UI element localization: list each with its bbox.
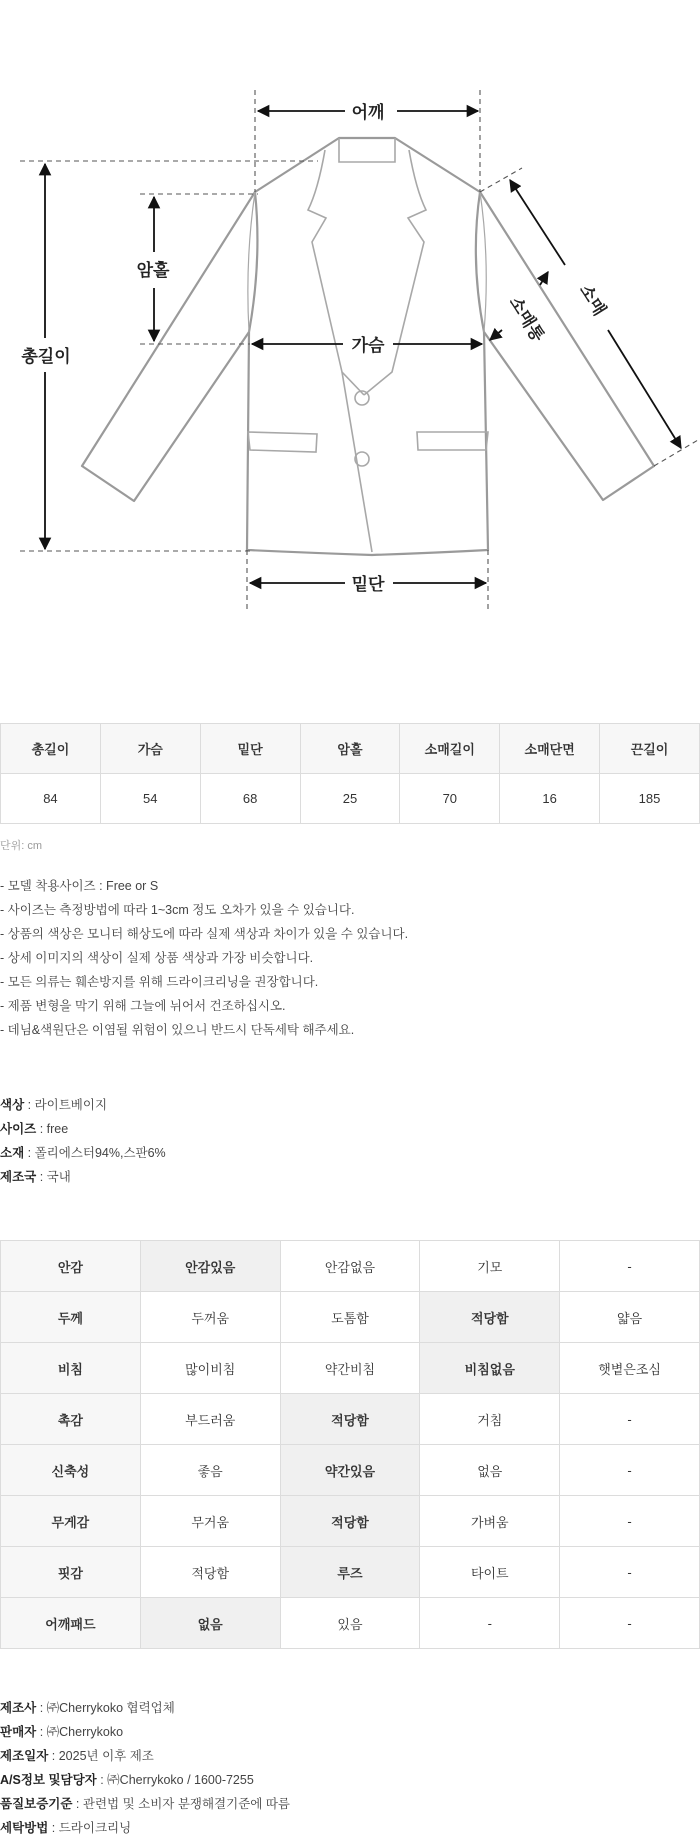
- feature-option: 안감없음: [280, 1241, 420, 1292]
- feature-option: 도톰함: [280, 1292, 420, 1343]
- info-item-manufacturer: 제조사 : ㈜Cherrykoko 협력업체: [0, 1701, 175, 1715]
- note-item: - 상품의 색상은 모니터 해상도에 따라 실제 색상과 차이가 있을 수 있습니다.: [0, 927, 409, 941]
- size-header-cell: 가슴: [100, 724, 200, 774]
- feature-name: 어깨패드: [1, 1598, 141, 1649]
- unit-label: 단위: cm: [0, 840, 43, 852]
- size-diagram: [0, 0, 700, 640]
- feature-option: 기모: [420, 1241, 560, 1292]
- size-table: [0, 723, 700, 824]
- feature-option: 적당함: [140, 1547, 280, 1598]
- feature-option-selected: 없음: [140, 1598, 280, 1649]
- note-item: - 제품 변형을 막기 위해 그늘에 뉘어서 건조하십시오.: [0, 999, 286, 1013]
- feature-row: [1, 1343, 700, 1394]
- feature-row: [1, 1496, 700, 1547]
- feature-table: [0, 1240, 700, 1649]
- feature-option: 거침: [420, 1394, 560, 1445]
- size-header-cell: 밑단: [200, 724, 300, 774]
- feature-option: 두꺼움: [140, 1292, 280, 1343]
- info-item-size: 사이즈 : free: [0, 1122, 69, 1136]
- size-value-cell: 16: [500, 774, 600, 824]
- note-item: - 데님&색원단은 이염될 위험이 있으니 반드시 단독세탁 해주세요.: [0, 1023, 355, 1037]
- feature-row: [1, 1445, 700, 1496]
- label-shoulder: 어깨: [351, 103, 385, 123]
- note-item: - 상세 이미지의 색상이 실제 상품 색상과 가장 비슷합니다.: [0, 951, 314, 965]
- feature-option-selected: 적당함: [280, 1394, 420, 1445]
- feature-option: -: [560, 1496, 700, 1547]
- feature-option: 좋음: [140, 1445, 280, 1496]
- feature-option: 가벼움: [420, 1496, 560, 1547]
- feature-name: 신축성: [1, 1445, 141, 1496]
- jacket-diagram: [0, 0, 700, 640]
- feature-option: -: [420, 1598, 560, 1649]
- size-value-cell: 70: [400, 774, 500, 824]
- label-sleeve-opening: 소매통: [504, 293, 548, 346]
- feature-option: -: [560, 1547, 700, 1598]
- size-value-cell: 185: [600, 774, 700, 824]
- feature-option: -: [560, 1598, 700, 1649]
- feature-option-selected: 적당함: [420, 1292, 560, 1343]
- label-sleeve: 소매: [575, 281, 610, 320]
- feature-option: -: [560, 1241, 700, 1292]
- size-header-cell: 총길이: [1, 724, 101, 774]
- feature-option: 많이비침: [140, 1343, 280, 1394]
- feature-row: [1, 1292, 700, 1343]
- size-value-cell: 68: [200, 774, 300, 824]
- label-total-length: 총길이: [21, 347, 71, 367]
- info-item-color: 색상 : 라이트베이지: [0, 1098, 108, 1112]
- feature-option: 무거움: [140, 1496, 280, 1547]
- feature-option: 햇볕은조심: [560, 1343, 700, 1394]
- size-table-row: [1, 774, 700, 824]
- feature-option: -: [560, 1394, 700, 1445]
- size-header-cell: 소매단면: [500, 724, 600, 774]
- feature-row: [1, 1241, 700, 1292]
- feature-option-selected: 안감있음: [140, 1241, 280, 1292]
- feature-name: 두께: [1, 1292, 141, 1343]
- note-item: - 모델 착용사이즈 : Free or S: [0, 879, 159, 893]
- note-item: - 사이즈는 측정방법에 따라 1~3cm 정도 오차가 있을 수 있습니다.: [0, 903, 355, 917]
- note-item: - 모든 의류는 훼손방지를 위해 드라이크리닝을 권장합니다.: [0, 975, 319, 989]
- info-item-seller: 판매자 : ㈜Cherrykoko: [0, 1725, 124, 1739]
- feature-option-selected: 적당함: [280, 1496, 420, 1547]
- label-chest: 가슴: [351, 336, 385, 356]
- feature-name: 무게감: [1, 1496, 141, 1547]
- feature-option: 약간비침: [280, 1343, 420, 1394]
- feature-name: 비침: [1, 1343, 141, 1394]
- feature-option-selected: 비침없음: [420, 1343, 560, 1394]
- label-armhole: 암홀: [136, 261, 170, 281]
- info-item-material: 소재 : 폴리에스터94%,스판6%: [0, 1146, 166, 1160]
- feature-option: 부드러움: [140, 1394, 280, 1445]
- feature-name: 핏감: [1, 1547, 141, 1598]
- feature-option: 없음: [420, 1445, 560, 1496]
- feature-option: 타이트: [420, 1547, 560, 1598]
- feature-name: 촉감: [1, 1394, 141, 1445]
- size-value-cell: 84: [1, 774, 101, 824]
- size-header-cell: 소매길이: [400, 724, 500, 774]
- feature-option: -: [560, 1445, 700, 1496]
- size-table-header: [1, 724, 700, 774]
- size-header-cell: 끈길이: [600, 724, 700, 774]
- feature-option-selected: 루즈: [280, 1547, 420, 1598]
- feature-row: [1, 1547, 700, 1598]
- notes-list: [0, 874, 408, 1042]
- maker-info-list: [0, 1696, 290, 1840]
- info-item-wash-method: 세탁방법 : 드라이크리닝: [0, 1821, 132, 1835]
- feature-name: 안감: [1, 1241, 141, 1292]
- feature-option: 있음: [280, 1598, 420, 1649]
- info-item-as-contact: A/S정보 및담당자 : ㈜Cherrykoko / 1600-7255: [0, 1773, 254, 1787]
- feature-option: 얇음: [560, 1292, 700, 1343]
- info-item-manufacture-date: 제조일자 : 2025년 이후 제조: [0, 1749, 154, 1763]
- size-header-cell: 암홀: [300, 724, 400, 774]
- size-value-cell: 54: [100, 774, 200, 824]
- info-item-origin: 제조국 : 국내: [0, 1170, 71, 1184]
- product-info-list: [0, 1093, 166, 1189]
- label-hem: 밑단: [351, 575, 385, 595]
- info-item-quality-standard: 품질보증기준 : 관련법 및 소비자 분쟁해결기준에 따름: [0, 1797, 290, 1811]
- feature-row: [1, 1394, 700, 1445]
- feature-row: [1, 1598, 700, 1649]
- size-value-cell: 25: [300, 774, 400, 824]
- feature-option-selected: 약간있음: [280, 1445, 420, 1496]
